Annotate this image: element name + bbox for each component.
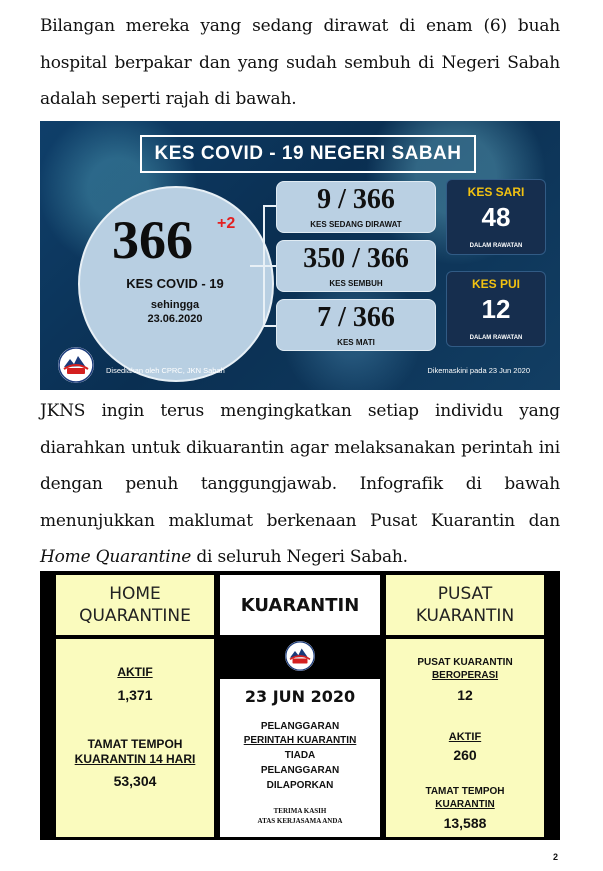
pusat-tamat-value: 13,588 <box>443 815 487 831</box>
total-cases-label: KES COVID - 19 <box>126 276 224 291</box>
pusat-aktif-value: 260 <box>453 747 477 763</box>
pui-box <box>446 271 546 347</box>
pusat-kuarantin-header <box>386 575 544 635</box>
thanks-line-1: TERIMA KASIH <box>273 807 327 815</box>
quarantine-paragraph <box>40 393 560 576</box>
pui-value: 12 <box>481 294 511 324</box>
sari-sub: DALAM RAWATAN <box>469 243 523 249</box>
center-line-4: PELANGGARAN <box>260 765 340 776</box>
stat-box-treated <box>276 181 436 233</box>
pusat-beroperasi-label-2: BEROPERASI <box>431 670 499 681</box>
home-quarantine-header <box>56 575 214 635</box>
pusat-kuarantin-panel <box>386 639 544 837</box>
stat-box-recovered <box>276 240 436 292</box>
kuarantin-header-text: KUARANTIN <box>240 594 360 616</box>
home-tamat-label-2: KUARANTIN 14 HARI <box>74 752 196 766</box>
sari-value: 48 <box>481 202 511 232</box>
kuarantin-panel <box>220 679 380 837</box>
pui-sub: DALAM RAWATAN <box>469 335 523 341</box>
stat-value-recovered: 350 / 366 <box>303 243 409 274</box>
sari-box <box>446 179 546 255</box>
new-cases-badge: +2 <box>217 215 236 232</box>
footer-updated: Dikemaskini pada 23 Jun 2020 <box>427 366 530 375</box>
stat-label-recovered: KES SEMBUH <box>329 279 383 288</box>
quarantine-paragraph-part1: JKNS ingin terus mengingkatkan setiap individu yang diarahkan untuk dikuarantin agar melaksanakan perintah ini dengan penuh tanggungjawab. Infografik di bawah menunjukkan maklumat berkenaan Pusat Kuarantin dan <box>40 401 560 531</box>
as-of-date: 23.06.2020 <box>147 313 203 325</box>
sabah-logo-icon <box>58 347 94 383</box>
home-quarantine-header-text: HOME QUARANTINE <box>79 584 191 626</box>
stat-label-deaths: KES MATI <box>337 338 375 347</box>
sabah-logo-icon <box>285 641 315 671</box>
covid-title: KES COVID - 19 NEGERI SABAH <box>154 143 462 164</box>
pui-title: KES PUI <box>471 277 520 291</box>
home-quarantine-panel <box>56 639 214 837</box>
covid-infographic <box>40 121 560 390</box>
quarantine-paragraph-italic: Home Quarantine <box>40 547 192 567</box>
quarantine-paragraph-part2: di seluruh Negeri Sabah. <box>191 547 408 567</box>
stat-box-deaths <box>276 299 436 351</box>
report-date: 23 JUN 2020 <box>244 687 356 706</box>
sari-title: KES SARI <box>467 185 525 199</box>
home-tamat-label-1: TAMAT TEMPOH <box>87 737 183 751</box>
pusat-beroperasi-value: 12 <box>457 687 473 703</box>
pusat-tamat-label-2: KUARANTIN <box>435 799 495 810</box>
pusat-kuarantin-header-text: PUSAT KUARANTIN <box>415 584 515 626</box>
stat-value-deaths: 7 / 366 <box>317 302 395 333</box>
center-line-3: TIADA <box>284 750 316 761</box>
kuarantin-header <box>220 575 380 635</box>
home-aktif-label: AKTIF <box>117 665 153 679</box>
thanks-line-2: ATAS KERJASAMA ANDA <box>257 817 343 825</box>
pusat-tamat-label-1: TAMAT TEMPOH <box>425 786 505 797</box>
pusat-beroperasi-label-1: PUSAT KUARANTIN <box>417 657 513 668</box>
home-tamat-value: 53,304 <box>113 773 157 789</box>
footer-source: Disediakan oleh CPRC, JKN Sabah <box>106 366 225 375</box>
quarantine-infographic <box>40 571 560 840</box>
center-line-2: PERINTAH KUARANTIN <box>243 735 357 746</box>
center-line-1: PELANGGARAN <box>260 721 340 732</box>
page-number: 2 <box>553 852 559 862</box>
home-aktif-value: 1,371 <box>117 687 153 703</box>
as-of-label: sehingga <box>150 299 200 311</box>
stat-value-treated: 9 / 366 <box>317 184 395 215</box>
pusat-aktif-label: AKTIF <box>448 731 482 743</box>
center-line-5: DILAPORKAN <box>266 780 334 791</box>
covid-title-box <box>140 135 476 173</box>
total-cases: 366 <box>112 210 193 270</box>
stat-label-treated: KES SEDANG DIRAWAT <box>310 220 402 229</box>
intro-paragraph: Bilangan mereka yang sedang dirawat di enam (6) buah hospital berpakar dan yang sudah sembuh di Negeri Sabah adalah seperti rajah di bawah. <box>40 16 560 109</box>
